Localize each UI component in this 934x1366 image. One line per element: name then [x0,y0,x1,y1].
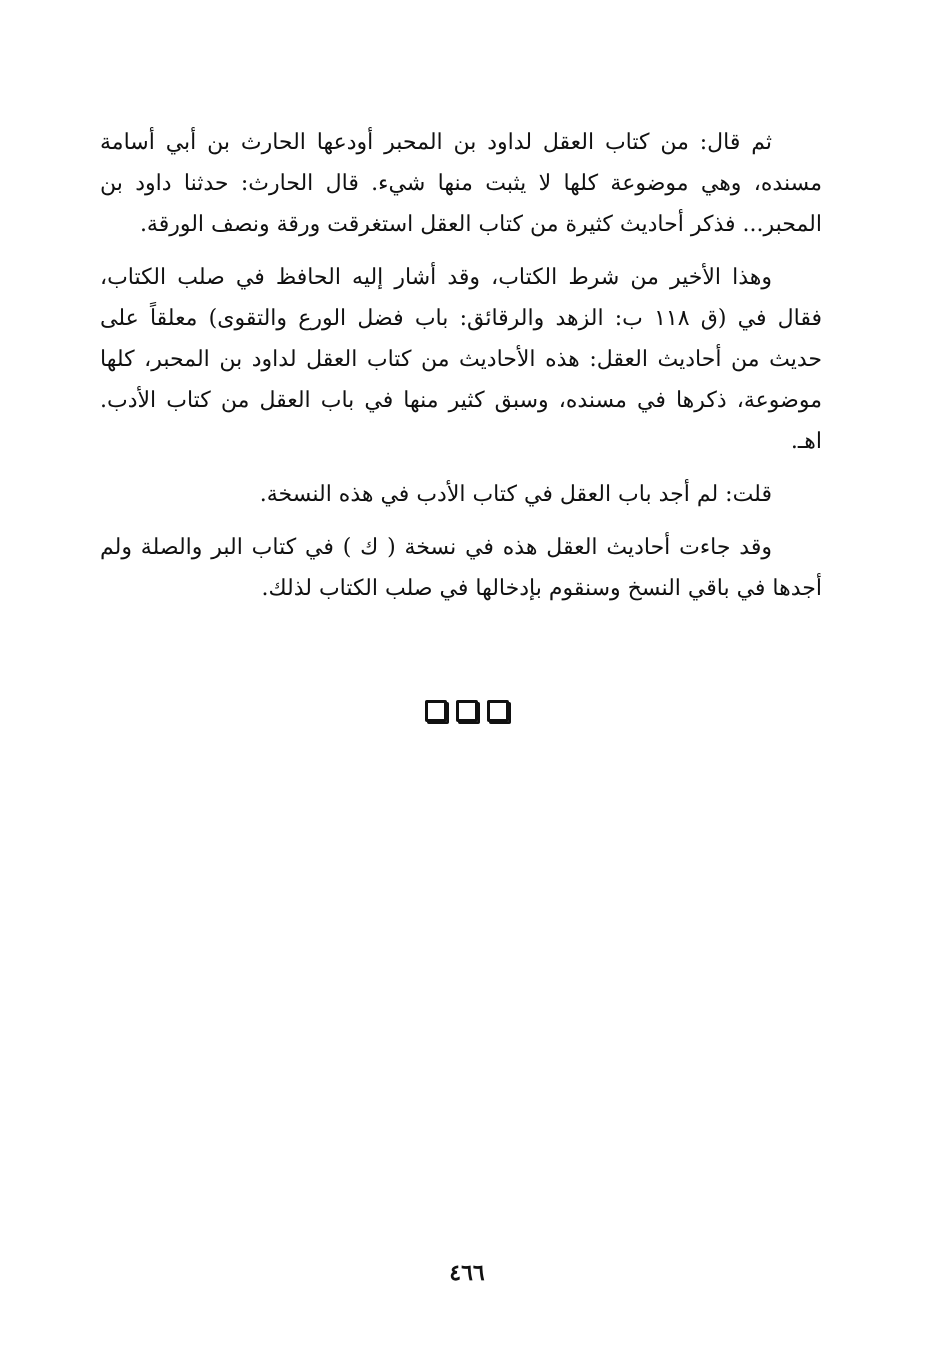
square-ornament-icon [456,700,478,722]
page-number: ٤٦٦ [449,1260,485,1286]
page-body [100,122,822,621]
paragraph-3: قلت: لم أجد باب العقل في كتاب الأدب في هذه النسخة. [259,482,772,507]
paragraph-2: وهذا الأخير من شرط الكتاب، وقد أشار إليه الحافظ في صلب الكتاب، فقال في (ق ١١٨ ب: الزهد والرقائق: باب فضل الورع والتقوى) معلقاً على حديث من أحاديث العقل: هذه الأحاديث من كتاب العقل لداود بن المحبر، كلها موضوعة، ذكرها في مسنده، وسبق كثير منها في باب العقل من كتاب الأدب. اهـ. [100,265,822,454]
square-ornament-icon [425,700,447,722]
section-separator-ornament [0,700,934,722]
paragraph-4: وقد جاءت أحاديث العقل هذه في نسخة ( ك ) في كتاب البر والصلة ولم أجدها في باقي النسخ وسنقوم بإدخالها في صلب الكتاب لذلك. [100,535,822,601]
paragraph-1: ثم قال: من كتاب العقل لداود بن المحبر أودعها الحارث بن أبي أسامة مسنده، وهي موضوعة كلها لا يثبت منها شيء. قال الحارث: حدثنا داود بن المحبر... فذكر أحاديث كثيرة من كتاب العقل استغرقت ورقة ونصف الورقة. [100,130,822,237]
square-ornament-icon [487,700,509,722]
